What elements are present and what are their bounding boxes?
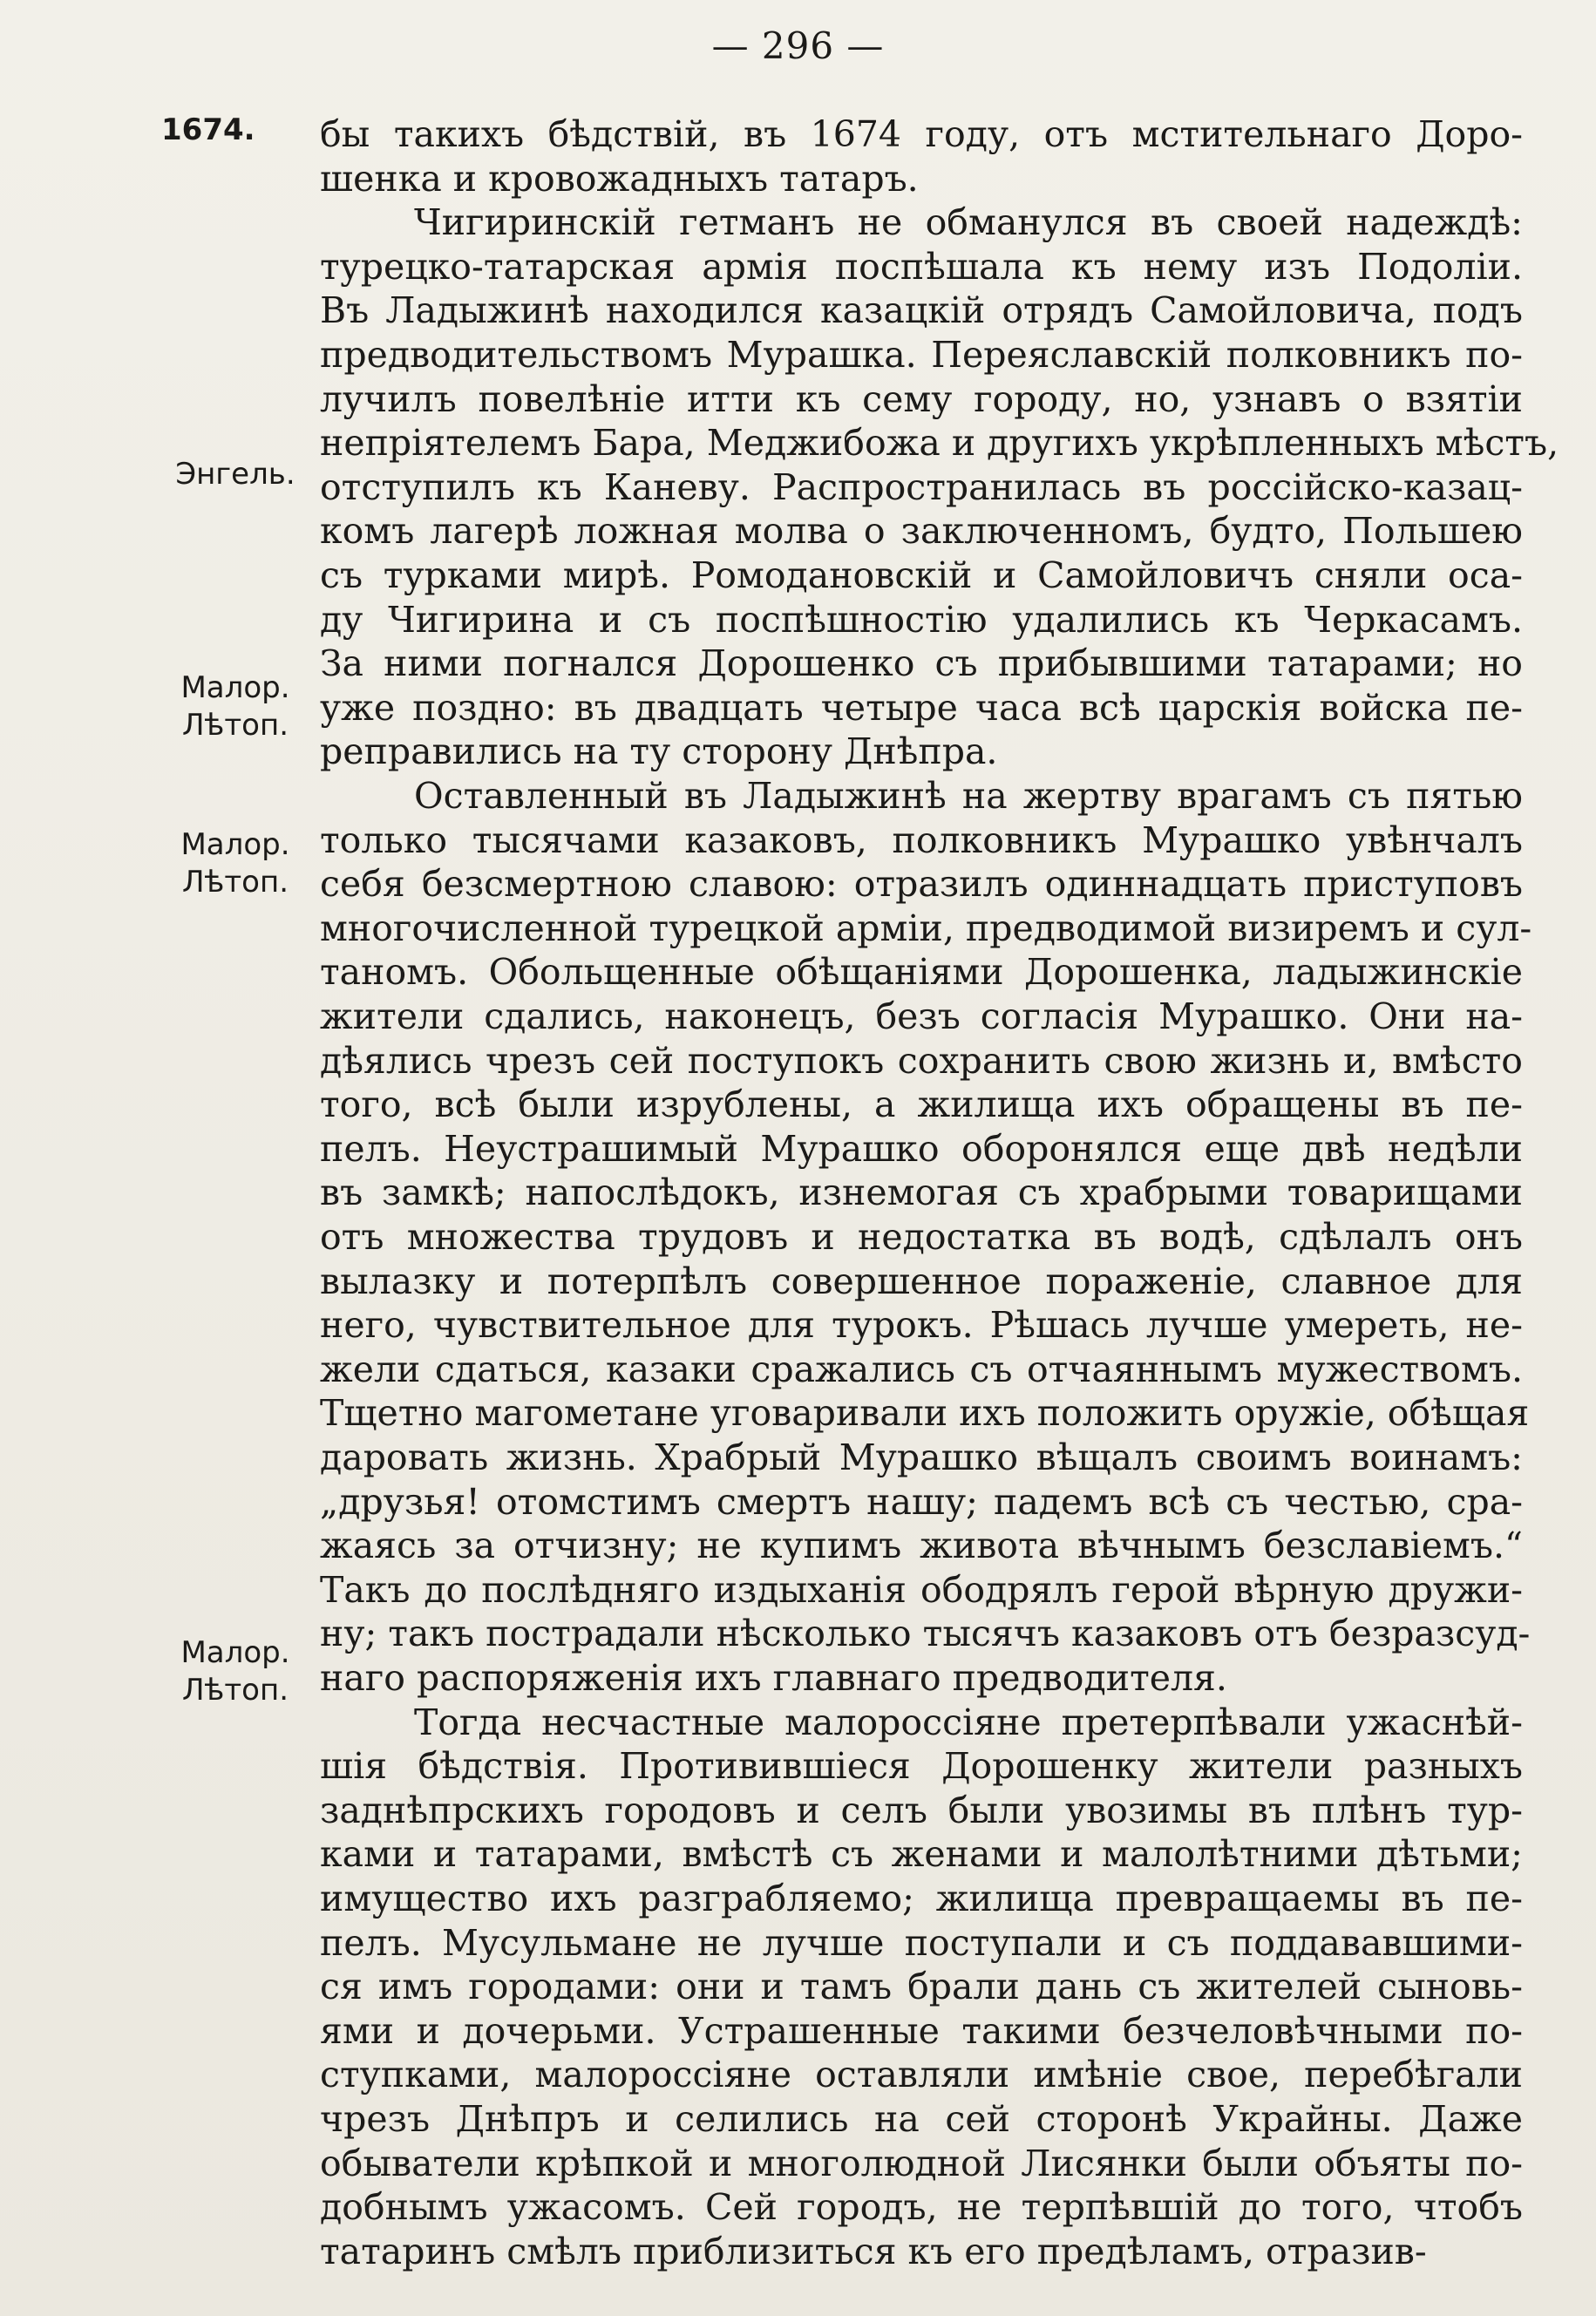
text-line: дѣялись чрезъ сей поступокъ сохранить свою жизнь и, вмѣсто [320,1039,1523,1082]
text-line: жаясь за отчизну; не купимъ живота вѣчнымъ безславіемъ.“ [320,1525,1523,1567]
text-line: Въ Ладыжинѣ находился казацкій отрядъ Самойловича, подъ [320,289,1523,332]
text-line: уже поздно: въ двадцать четыре часа всѣ царскія войска пе- [320,686,1523,729]
text-line: таномъ. Обольщенные обѣщаніями Дорошенка, ладыжинскіе [320,951,1523,994]
text-line: съ турками мирѣ. Ромодановскій и Самойловичъ сняли оса- [320,554,1523,596]
text-line: реправились на ту сторону Днѣпра. [320,730,998,773]
text-line: отъ множества трудовъ и недостатка въ водѣ, сдѣлалъ онъ [320,1216,1523,1258]
text-line: Такъ до послѣдняго издыханія ободрялъ герой вѣрную дружи- [320,1568,1523,1611]
text-line: ну; такъ пострадали нѣсколько тысячъ казаковъ отъ безразсуд- [320,1613,1531,1655]
text-line: въ замкѣ; напослѣдокъ, изнемогая съ храбрыми товарищами [320,1172,1523,1214]
text-line: непріятелемъ Бара, Меджибожа и другихъ укрѣпленныхъ мѣстъ, [320,422,1559,465]
text-line: пелъ. Неустрашимый Мурашко оборонялся еще двѣ недѣли [320,1127,1523,1170]
page-number: — 296 — [711,24,885,67]
margin-note-source: Малор. Лѣтоп. [180,1635,290,1708]
text-line: того, всѣ были изрублены, а жилища ихъ обращены въ пе- [320,1083,1523,1126]
text-line: „друзья! отомстимъ смертъ нашу; падемъ всѣ съ честью, сра- [320,1480,1523,1523]
margin-note-source: Малор. Лѣтоп. [180,827,290,900]
margin-note-year: 1674. [161,112,255,147]
text-line: ся имъ городами: они и тамъ брали дань съ жителей сыновь- [320,1966,1523,2008]
text-line: вылазку и потерпѣлъ совершенное пораженіе, славное для [320,1260,1523,1302]
text-line: бы такихъ бѣдствій, въ 1674 году, отъ мстительнаго Доро- [320,113,1523,155]
text-line: отступилъ къ Каневу. Распространилась въ россійско-казац- [320,465,1523,508]
text-line: Тщетно магометане уговаривали ихъ положить оружіе, обѣщая [320,1392,1530,1435]
text-line: Оставленный въ Ладыжинѣ на жертву врагамъ съ пятью [414,775,1523,817]
text-line: ками и татарами, вмѣстѣ съ женами и малолѣтними дѣтьми; [320,1833,1523,1876]
text-line: лучилъ повелѣніе итти къ сему городу, но, узнавъ о взятіи [320,377,1523,420]
text-line: имущество ихъ разграбляемо; жилища превращаемы въ пе- [320,1878,1523,1919]
text-line: только тысячами казаковъ, полковникъ Мурашко увѣнчалъ [320,818,1523,861]
text-line: предводительствомъ Мурашка. Переяславскій полковникъ по- [320,334,1523,376]
text-line: шія бѣдствія. Противившіеся Дорошенку жители разныхъ [320,1745,1523,1788]
text-line: даровать жизнь. Храбрый Мурашко вѣщалъ своимъ воинамъ: [320,1436,1523,1478]
text-line: обыватели крѣпкой и многолюдной Лисянки были объяты по- [320,2142,1523,2184]
text-line: многочисленной турецкой арміи, предводимой визиремъ и сул- [320,907,1532,949]
margin-note-source: Энгель. [175,457,295,492]
text-line: добнымъ ужасомъ. Сей городъ, не терпѣвшій до того, чтобъ [320,2186,1523,2229]
text-line: ями и дочерьми. Устрашенные такими безчеловѣчными по- [320,2009,1523,2052]
text-line: За ними погнался Дорошенко съ прибывшими татарами; но [320,642,1523,685]
text-line: чрезъ Днѣпръ и селились на сей сторонѣ Украйны. Даже [320,2098,1523,2140]
text-line: заднѣпрскихъ городовъ и селъ были увозимы въ плѣнъ тур- [320,1789,1523,1831]
margin-note-source: Малор. Лѣтоп. [180,670,290,743]
text-line: жели сдаться, казаки сражались съ отчаяннымъ мужествомъ. [320,1348,1523,1390]
text-line: ду Чигирина и съ поспѣшностію удалились къ Черкасамъ. [320,598,1523,641]
text-line: ступками, малороссіяне оставляли имѣніе свое, перебѣгали [320,2054,1523,2096]
text-line: себя безсмертною славою: отразилъ одиннадцать приступовъ [320,863,1523,906]
text-line: татаринъ смѣлъ приблизиться къ его предѣламъ, отразив- [320,2230,1427,2272]
text-line: Чигиринскій гетманъ не обманулся въ своей надеждѣ: [414,201,1523,244]
text-line: наго распоряженія ихъ главнаго предводителя. [320,1657,1227,1699]
text-line: шенка и кровожадныхъ татаръ. [320,157,919,200]
text-line: комъ лагерѣ ложная молва о заключенномъ, будто, Польшею [320,510,1523,553]
text-line: Тогда несчастные малороссіяне претерпѣвали ужаснѣй- [414,1701,1523,1743]
text-line: пелъ. Мусульмане не лучше поступали и съ поддававшими- [320,1921,1523,1964]
text-line: жители сдались, наконецъ, безъ согласія Мурашко. Они на- [320,995,1523,1037]
text-line: него, чувствительное для турокъ. Рѣшась лучше умереть, не- [320,1304,1523,1347]
text-line: турецко-татарская армія поспѣшала къ нему изъ Подоліи. [320,245,1523,288]
